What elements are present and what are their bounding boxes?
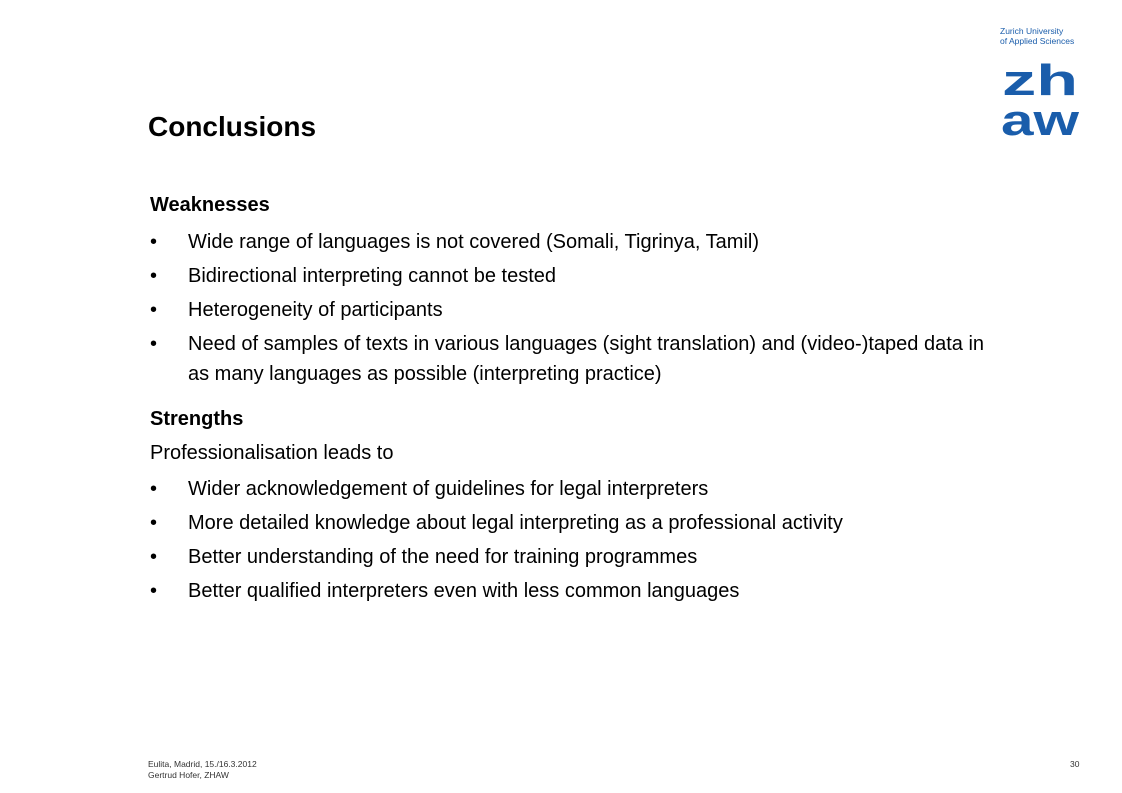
weakness-item-text: Wide range of languages is not covered (Somali, Tigrinya, Tamil) [188, 231, 760, 253]
weaknesses-heading: Weaknesses [150, 194, 270, 216]
footer-author: Gertrud Hofer, ZHAW [148, 770, 229, 780]
strengths-heading: Strengths [150, 408, 244, 430]
strength-item-text: Better qualified interpreters even with less common languages [188, 580, 740, 602]
zhaw-logo-mark [1000, 62, 1080, 142]
footer-event: Eulita, Madrid, 15./16.3.2012 [148, 759, 257, 769]
weakness-item-text: Need of samples of texts in various languages (sight translation) and (video-)taped data in as many languages as possible (interpreting practice) [188, 333, 985, 385]
slide-body [150, 193, 1010, 606]
strength-item-text: More detailed knowledge about legal interpreting as a professional activity [188, 512, 843, 534]
weakness-item [150, 329, 1010, 389]
weaknesses-list [150, 227, 1010, 389]
strength-item-text: Better understanding of the need for training programmes [188, 546, 698, 568]
bullet-icon: • [150, 478, 158, 500]
logo-caption [1000, 26, 1074, 46]
slide-title: Conclusions [148, 111, 317, 142]
bullet-icon: • [150, 580, 158, 602]
weakness-item-text: Bidirectional interpreting cannot be tested [188, 265, 557, 287]
strength-item [150, 576, 1010, 606]
strength-item [150, 508, 1010, 538]
strengths-intro: Professionalisation leads to [150, 442, 394, 464]
weakness-item [150, 295, 1010, 325]
bullet-icon: • [150, 546, 158, 568]
bullet-icon: • [150, 512, 158, 534]
page-number: 30 [1070, 759, 1080, 769]
bullet-icon: • [150, 333, 158, 355]
bullet-icon: • [150, 231, 158, 253]
zhaw-logo [1000, 26, 1080, 142]
strength-item [150, 542, 1010, 572]
strength-item [150, 474, 1010, 504]
logo-mark-bottom: aw [1001, 96, 1080, 142]
weakness-item [150, 227, 1010, 257]
footer-info [148, 759, 257, 781]
logo-mark-top: zh [1002, 62, 1078, 105]
bullet-icon: • [150, 265, 158, 287]
weakness-item-text: Heterogeneity of participants [188, 299, 443, 321]
strengths-list [150, 474, 1010, 606]
logo-caption-line-2: of Applied Sciences [1000, 36, 1075, 46]
bullet-icon: • [150, 299, 158, 321]
logo-caption-line-1: Zurich University [1000, 26, 1064, 36]
weakness-item [150, 261, 1010, 291]
strength-item-text: Wider acknowledgement of guidelines for legal interpreters [188, 478, 709, 500]
